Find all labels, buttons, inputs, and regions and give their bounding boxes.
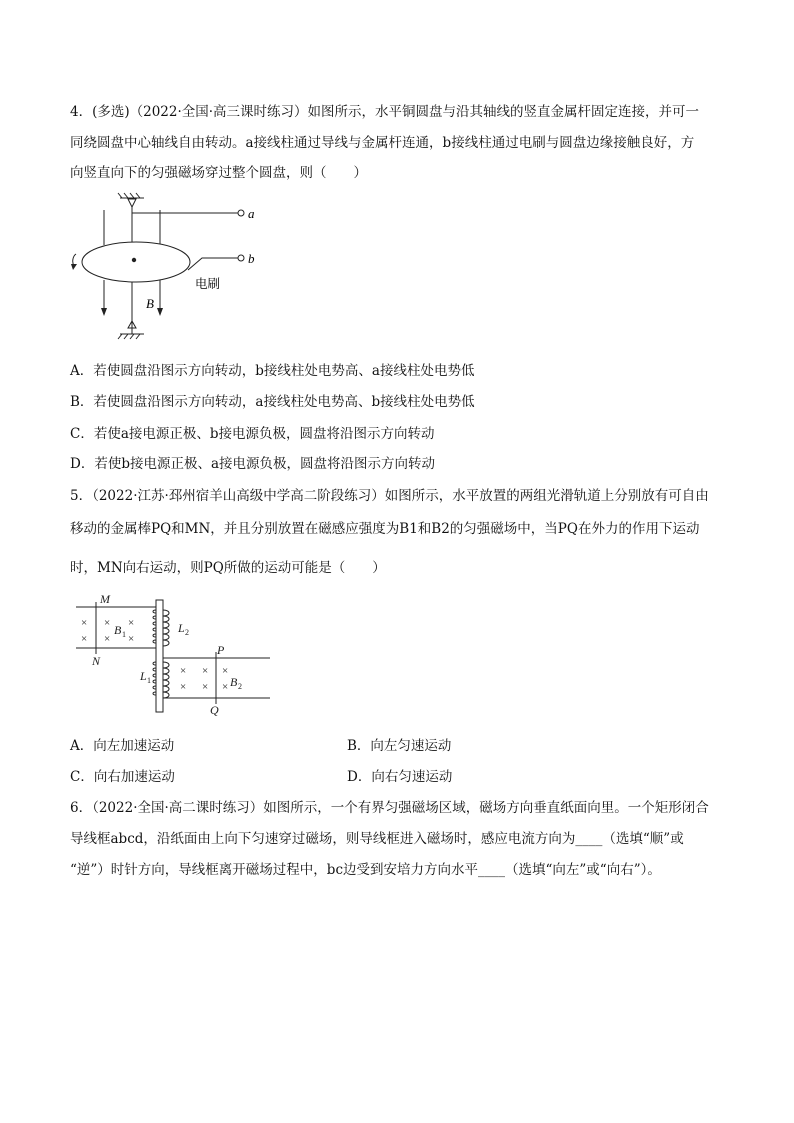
q5-line-2: 移动的金属棒PQ和MN，并且分别放置在磁感应强度为B1和B2的匀强磁场中，当PQ在外力的作用下运动 (70, 521, 700, 537)
cross: × (180, 681, 187, 693)
label-b: b (248, 251, 255, 266)
q6-line-3: “逆”）时针方向，导线框离开磁场过程中，bc边受到安培力方向水平____（选填“向左”或“向右”）。 (70, 862, 661, 878)
q5-option-b: B．向左匀速运动 (347, 738, 452, 754)
q5-line-3: 时，MN向右运动，则PQ所做的运动可能是（ ） (70, 560, 386, 576)
q6-line-1: 6．（2022·全国·高二课时练习）如图所示，一个有界匀强磁场区域，磁场方向垂直纸面向里。一个矩形闭合 (70, 800, 709, 816)
cross: × (128, 633, 135, 645)
cross: × (180, 665, 187, 677)
label-L2: L (178, 621, 185, 635)
label-a: a (248, 206, 255, 221)
label-brush: 电刷 (195, 277, 221, 291)
label-B2: B (230, 675, 238, 689)
cross: × (128, 617, 135, 629)
q4-option-d: D．若使b接电源正极、a接电源负极，圆盘将沿图示方向转动 (70, 456, 436, 472)
cross: × (222, 681, 229, 693)
label-L2-sub: 2 (185, 628, 189, 637)
cross: × (222, 665, 229, 677)
label-B: B (146, 296, 154, 311)
label-Q: Q (210, 703, 219, 717)
label-B1: B (114, 623, 122, 637)
q5-option-a: A．向左加速运动 (70, 738, 175, 754)
cross: × (202, 681, 209, 693)
label-B1-sub: 1 (122, 630, 126, 639)
q4-option-a: A．若使圆盘沿图示方向转动，b接线柱处电势高、a接线柱处电势低 (70, 363, 475, 379)
q6-line-2: 导线框abcd，沿纸面由上向下匀速穿过磁场，则导线框进入磁场时，感应电流方向为____（选填“顺”或 (70, 831, 684, 847)
label-M: M (100, 592, 110, 606)
label-L1-sub: 1 (147, 676, 151, 685)
q5-option-d: D．向右匀速运动 (347, 769, 453, 785)
q5-option-c: C．向右加速运动 (70, 769, 175, 785)
q4-option-c: C．若使a接电源正极、b接电源负极，圆盘将沿图示方向转动 (70, 426, 435, 442)
cross: × (81, 617, 88, 629)
label-N: N (92, 654, 101, 668)
cross: × (104, 617, 111, 629)
q5-figure-rails (68, 590, 288, 720)
cross: × (81, 633, 88, 645)
cross: × (202, 665, 209, 677)
label-B2-sub: 2 (238, 682, 242, 691)
label-P: P (217, 643, 225, 657)
q4-line-2: 同绕圆盘中心轴线自由转动。a接线柱通过导线与金属杆连通，b接线柱通过电刷与圆盘边缘接触良好，方 (70, 135, 695, 151)
q4-line-3: 向竖直向下的匀强磁场穿过整个圆盘，则（ ） (70, 165, 367, 181)
q4-line-1: 4．(多选)（2022·全国·高三课时练习）如图所示，水平铜圆盘与沿其轴线的竖直金属杆固定连接，并可一 (70, 104, 700, 120)
q4-figure-disk (60, 190, 280, 355)
cross: × (104, 633, 111, 645)
q4-option-b: B．若使圆盘沿图示方向转动，a接线柱处电势高、b接线柱处电势低 (70, 394, 475, 410)
q5-line-1: 5．（2022·江苏·邳州宿羊山高级中学高二阶段练习）如图所示，水平放置的两组光滑轨道上分别放有可自由 (70, 488, 709, 504)
label-L1: L (140, 669, 147, 683)
